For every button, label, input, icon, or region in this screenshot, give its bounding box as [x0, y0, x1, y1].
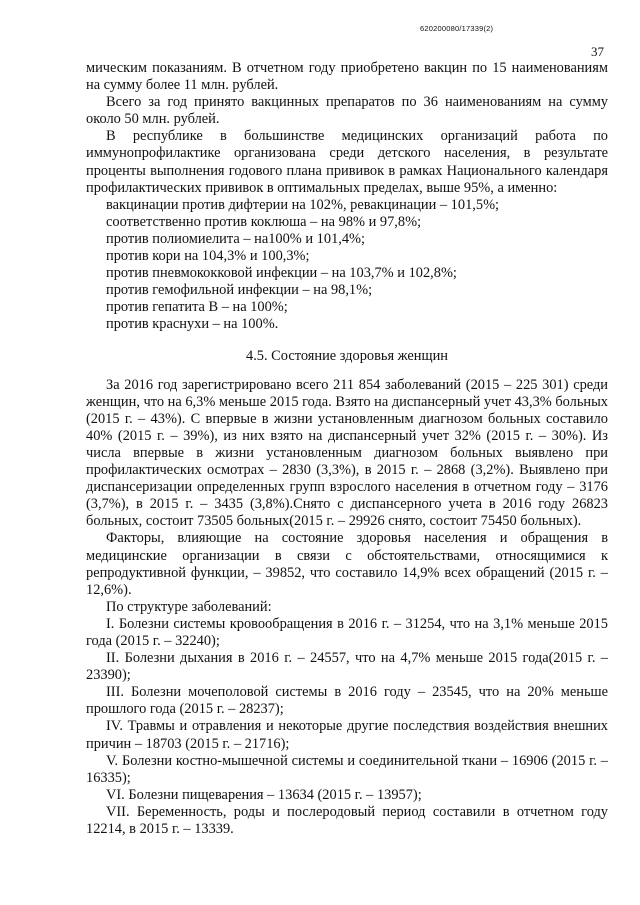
disease-item: IV. Травмы и отравления и некоторые другие последствия воздействия внешних причин – 18703 (2015 г. – 21716); [86, 718, 608, 752]
intro-paragraph-2: Всего за год принято вакцинных препаратов по 36 наименованиям на сумму около 50 млн. рублей. [86, 94, 608, 128]
list-item: против гепатита В – на 100%; [106, 299, 288, 316]
section-title: 4.5. Состояние здоровья женщин [246, 347, 448, 364]
disease-item: V. Болезни костно-мышечной системы и соединительной ткани – 16906 (2015 г. – 16335); [86, 752, 608, 786]
list-item: против полиомиелита – на100% и 101,4%; [106, 230, 366, 247]
disease-item: III. Болезни мочеполовой системы в 2016 году – 23545, что на 20% меньше прошлого года (2015 г. – 28237); [86, 684, 608, 718]
vaccination-list [86, 197, 608, 334]
document-id: 620200080/17339(2) [420, 24, 494, 33]
intro-paragraph-3: В республике в большинстве медицинских организаций работа по иммунопрофилактике организована среди детского населения, в результате проценты выполнения годового плана прививок в рамках Национального календаря профилактических прививок в оптимальных пределах, выше 95%, а именно: [86, 128, 608, 196]
list-item: соответственно против коклюша – на 98% и 97,8%; [106, 213, 422, 230]
disease-item: VI. Болезни пищеварения – 13634 (2015 г. – 13957); [106, 786, 422, 803]
list-item: против краснухи – на 100%. [106, 316, 279, 333]
disease-item: I. Болезни системы кровообращения в 2016 г. – 31254, что на 3,1% меньше 2015 года (2015 г. – 32240); [86, 615, 608, 649]
list-item: вакцинации против дифтерии на 102%, ревакцинации – 101,5%; [106, 196, 500, 213]
list-item: против гемофильной инфекции – на 98,1%; [106, 282, 373, 299]
disease-item: II. Болезни дыхания в 2016 г. – 24557, что на 4,7% меньше 2015 года(2015 г. – 23390); [86, 650, 608, 684]
list-item: против пневмококковой инфекции – на 103,7% и 102,8%; [106, 265, 457, 282]
list-item: против кори на 104,3% и 100,3%; [106, 248, 310, 265]
section-paragraph-2: Факторы, влияющие на состояние здоровья населения и обращения в медицинские организации в связи с обстоятельствами, относящимися к репродуктивной функции, – 39852, что составило 14,9% всех обращений (2015 г. – 12,6%). [86, 530, 608, 598]
page-body [86, 60, 608, 838]
disease-structure-list [86, 616, 608, 838]
page-number: 37 [591, 44, 604, 59]
disease-item: VII. Беременность, роды и послеродовый период составили в отчетном году 12214, в 2015 г. – 13339. [86, 803, 608, 838]
intro-paragraph-1: мическим показаниям. В отчетном году приобретено вакцин по 15 наименованиям на сумму более 11 млн. рублей. [86, 60, 608, 94]
section-paragraph-3: По структуре заболеваний: [106, 598, 272, 615]
section-paragraph-1: За 2016 год зарегистрировано всего 211 854 заболеваний (2015 – 225 301) среди женщин, что на 6,3% меньше 2015 года. Взято на диспансерный учет 43,3% больных (2015 г. – 43%). С впервые в жизни установленным диагнозом больных составило 40% (2015 г. – 39%), из них взято на диспансерный учет 32% (2015 г. – 30%). Из числа впервые в жизни установленным диагнозом больных выявлено при профилактических осмотрах – 2830 (3,3%), в 2015 г. – 2868 (3,2%). Выявлено при диспансеризации определенных групп взрослого населения в отчетном году – 3176 (3,7%), в 2015 г. – 3435 (3,8%).Снято с диспансерного учета в 2016 году 26823 больных, состоит 73505 больных(2015 г. – 29926 снято, состоит 75450 больных). [86, 376, 608, 530]
